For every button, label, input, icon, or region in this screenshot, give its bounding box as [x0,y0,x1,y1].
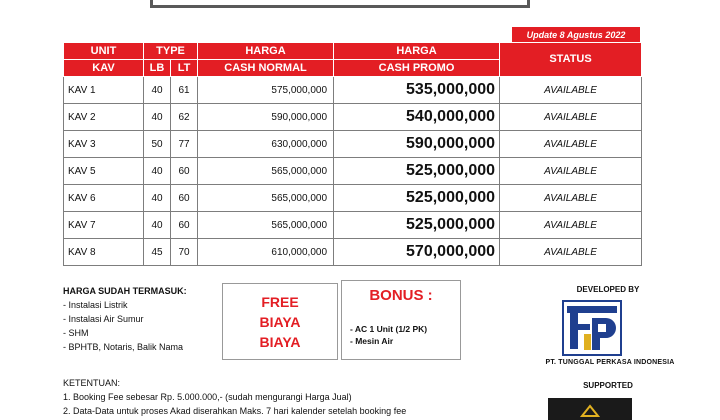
cell-lb: 40 [144,104,171,131]
cell-status: AVAILABLE [500,212,642,239]
cell-cash-promo: 590,000,000 [334,131,500,158]
free-line-2: BIAYA [259,313,301,330]
header-banner-fragment [150,0,530,8]
cell-lt: 60 [171,212,198,239]
header-cash-normal-2: CASH NORMAL [198,60,334,77]
cell-lb: 40 [144,77,171,104]
table-row [64,131,642,158]
table-row [64,77,642,104]
cell-lb: 40 [144,212,171,239]
cell-cash-normal: 565,000,000 [198,158,334,185]
bonus-box [341,280,461,360]
cell-cash-normal: 565,000,000 [198,185,334,212]
header-cash-promo-1: HARGA [334,43,500,60]
bonus-list [350,323,427,347]
cell-status: AVAILABLE [500,104,642,131]
list-item: 2. Data-Data untuk proses Akad diserahkan Maks. 7 hari kalender setelah booking fee [63,406,407,416]
update-date-badge: Update 8 Agustus 2022 [512,27,640,42]
table-row [64,185,642,212]
cell-status: AVAILABLE [500,77,642,104]
cell-unit: KAV 8 [64,239,144,266]
header-unit: UNIT [64,43,144,60]
free-line-3: BIAYA [259,333,301,350]
header-cash-normal-1: HARGA [198,43,334,60]
header-lb: LB [144,60,171,77]
list-item: - AC 1 Unit (1/2 PK) [350,324,428,334]
list-item: - Instalasi Air Sumur [63,314,144,324]
cell-cash-promo: 525,000,000 [334,185,500,212]
free-fee-box [222,283,338,360]
supporter-logo-icon [548,398,632,420]
cell-cash-promo: 525,000,000 [334,212,500,239]
header-status: STATUS [500,43,642,77]
cell-cash-normal: 565,000,000 [198,212,334,239]
price-table [63,42,642,266]
cell-status: AVAILABLE [500,185,642,212]
cell-unit: KAV 3 [64,131,144,158]
header-kav: KAV [64,60,144,77]
developer-logo-icon [562,300,622,356]
list-item: - Instalasi Listrik [63,300,128,310]
header-type: TYPE [144,43,198,60]
cell-lt: 70 [171,239,198,266]
header-lt: LT [171,60,198,77]
list-item: 1. Booking Fee sebesar Rp. 5.000.000,- (sudah mengurangi Harga Jual) [63,392,352,402]
cell-unit: KAV 6 [64,185,144,212]
developer-company-name: PT. TUNGGAL PERKASA INDONESIA [545,359,675,366]
bonus-title: BONUS : [369,287,433,304]
cell-cash-normal: 590,000,000 [198,104,334,131]
cell-lt: 62 [171,104,198,131]
cell-lb: 50 [144,131,171,158]
cell-cash-promo: 535,000,000 [334,77,500,104]
price-includes-list [63,284,187,354]
cell-cash-promo: 540,000,000 [334,104,500,131]
list-item: - Mesin Air [350,336,394,346]
cell-cash-normal: 610,000,000 [198,239,334,266]
table-row [64,239,642,266]
cell-unit: KAV 2 [64,104,144,131]
cell-unit: KAV 7 [64,212,144,239]
terms-section [63,376,406,418]
cell-lt: 77 [171,131,198,158]
cell-lt: 61 [171,77,198,104]
cell-status: AVAILABLE [500,158,642,185]
price-includes-title: HARGA SUDAH TERMASUK: [63,286,187,296]
cell-status: AVAILABLE [500,239,642,266]
header-cash-promo-2: CASH PROMO [334,60,500,77]
terms-title: KETENTUAN: [63,378,121,388]
table-row [64,212,642,239]
developed-by-label: DEVELOPED BY [576,285,640,294]
cell-lb: 40 [144,185,171,212]
table-row [64,104,642,131]
supported-label: SUPPORTED [583,381,633,390]
header-row-1 [64,43,642,60]
cell-cash-normal: 575,000,000 [198,77,334,104]
cell-lb: 45 [144,239,171,266]
cell-cash-normal: 630,000,000 [198,131,334,158]
cell-unit: KAV 1 [64,77,144,104]
cell-lt: 60 [171,158,198,185]
list-item: - BPHTB, Notaris, Balik Nama [63,342,184,352]
cell-lt: 60 [171,185,198,212]
free-line-1: FREE [261,293,299,310]
table-row [64,158,642,185]
cell-cash-promo: 570,000,000 [334,239,500,266]
cell-lb: 40 [144,158,171,185]
cell-unit: KAV 5 [64,158,144,185]
cell-cash-promo: 525,000,000 [334,158,500,185]
cell-status: AVAILABLE [500,131,642,158]
list-item: - SHM [63,328,89,338]
